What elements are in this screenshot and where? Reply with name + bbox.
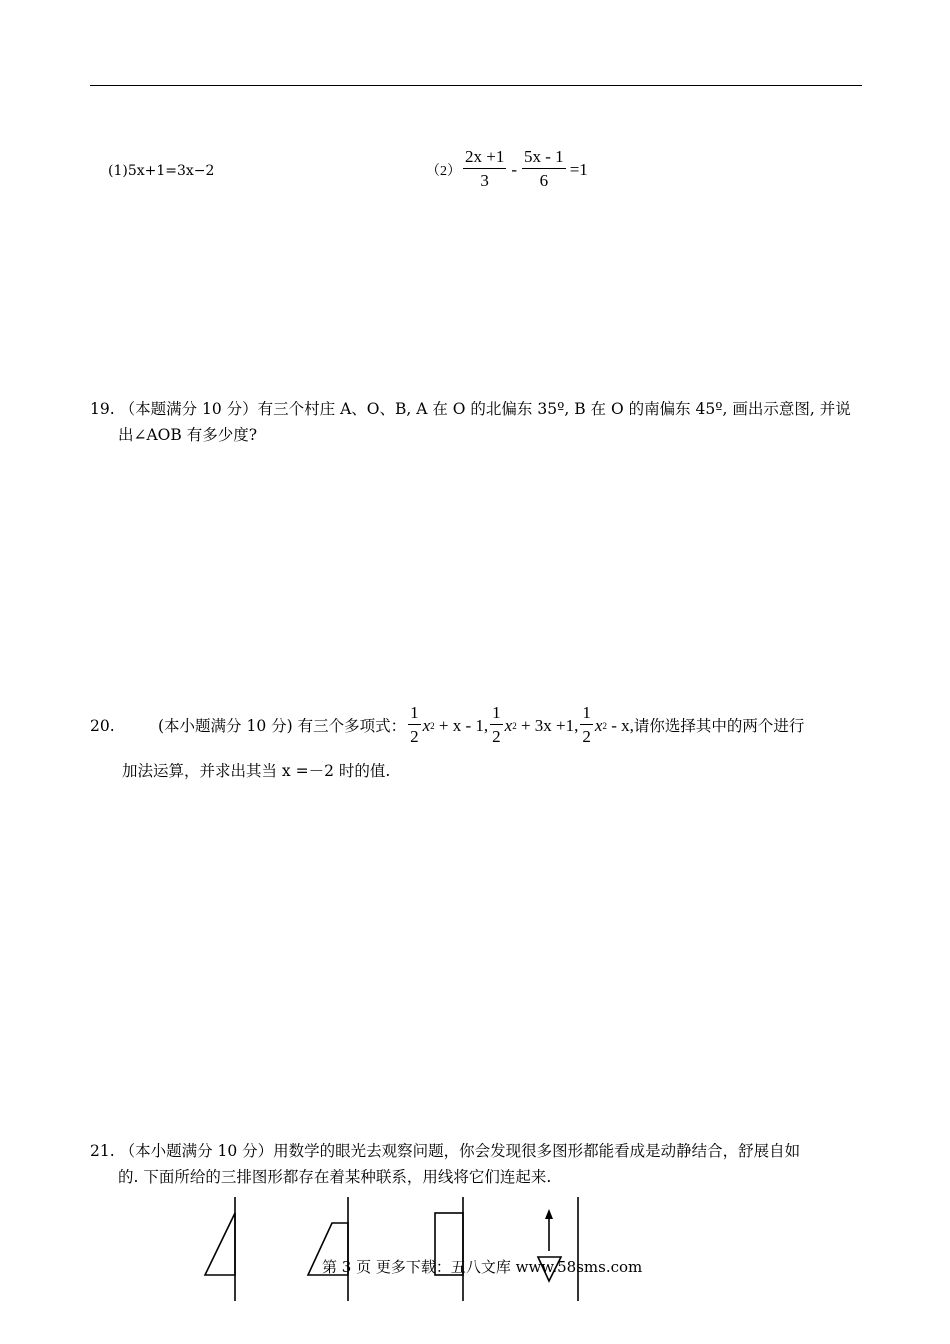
q18-frac2-numerator: 5x - 1 bbox=[522, 147, 566, 169]
q20-polynomials: $\frac{1}{2}$ x 2 + x - 1, $\frac{1}{2}$ x 2 + 3x +1, $\frac{1}{2}$ x 2 - x, bbox=[410, 703, 634, 746]
header-rule bbox=[90, 85, 862, 86]
q20-term1-rest: + x - 1, bbox=[438, 715, 489, 735]
q20-half-num-2: 1 bbox=[490, 703, 503, 725]
q18-minus: - bbox=[511, 159, 518, 179]
q19-line1: （本题满分 10 分）有三个村庄 A、O、B, A 在 O 的北偏东 35º, B 在 O 的南偏东 45º, 画出示意图, 并说 bbox=[119, 400, 851, 418]
q20-half-num-3: 1 bbox=[580, 703, 593, 725]
q21-number: 21. bbox=[90, 1142, 115, 1160]
q20-line2: 加法运算，并求出其当 x =－2 时的值. bbox=[122, 762, 391, 780]
q18-part1: (1)5x+1=3x−2 bbox=[108, 163, 215, 179]
q21-line1: （本小题满分 10 分）用数学的眼光去观察问题，你会发现很多图形都能看成是动静结合，舒展自如 bbox=[119, 1142, 801, 1160]
q20-tail: 请你选择其中的两个进行 bbox=[633, 716, 805, 735]
q18-part2-label: （2） bbox=[426, 163, 461, 179]
q20-half-den-1: 2 bbox=[410, 727, 419, 746]
q21-line2: 的. 下面所给的三排图形都存在着某种联系，用线将它们连起来. bbox=[118, 1168, 552, 1186]
q20-intro: (本小题满分 10 分) 有三个多项式： bbox=[158, 716, 407, 735]
arrow-up-icon bbox=[545, 1209, 553, 1219]
q20-number: 20. bbox=[90, 716, 115, 735]
q19-line2: 出∠AOB 有多少度? bbox=[118, 426, 258, 444]
q18-frac1-denominator: 3 bbox=[480, 171, 489, 190]
q19-number: 19. bbox=[90, 400, 115, 418]
question-20 bbox=[90, 703, 865, 748]
q20-term3-rest: - x, bbox=[611, 715, 634, 735]
q20-half-num-1: 1 bbox=[408, 703, 421, 725]
q20-half-den-2: 2 bbox=[492, 727, 501, 746]
q20-term2-rest: + 3x +1, bbox=[520, 715, 579, 735]
q18-frac1-numerator: 2x +1 bbox=[463, 147, 506, 169]
triangle-shape bbox=[205, 1213, 235, 1275]
q20-half-den-3: 2 bbox=[582, 727, 591, 746]
q21-figures bbox=[195, 1195, 595, 1305]
q18-fraction-1 bbox=[463, 147, 506, 192]
q18-part2 bbox=[426, 147, 588, 192]
q18-fraction-2 bbox=[522, 147, 566, 192]
q18-frac2-denominator: 6 bbox=[539, 171, 549, 190]
q18-rhs: =1 bbox=[569, 159, 588, 179]
question-21 bbox=[90, 1138, 865, 1190]
question-19 bbox=[90, 396, 865, 448]
page-footer: 第 3 页 更多下载：五八文库 www.58sms.com bbox=[322, 1258, 643, 1276]
